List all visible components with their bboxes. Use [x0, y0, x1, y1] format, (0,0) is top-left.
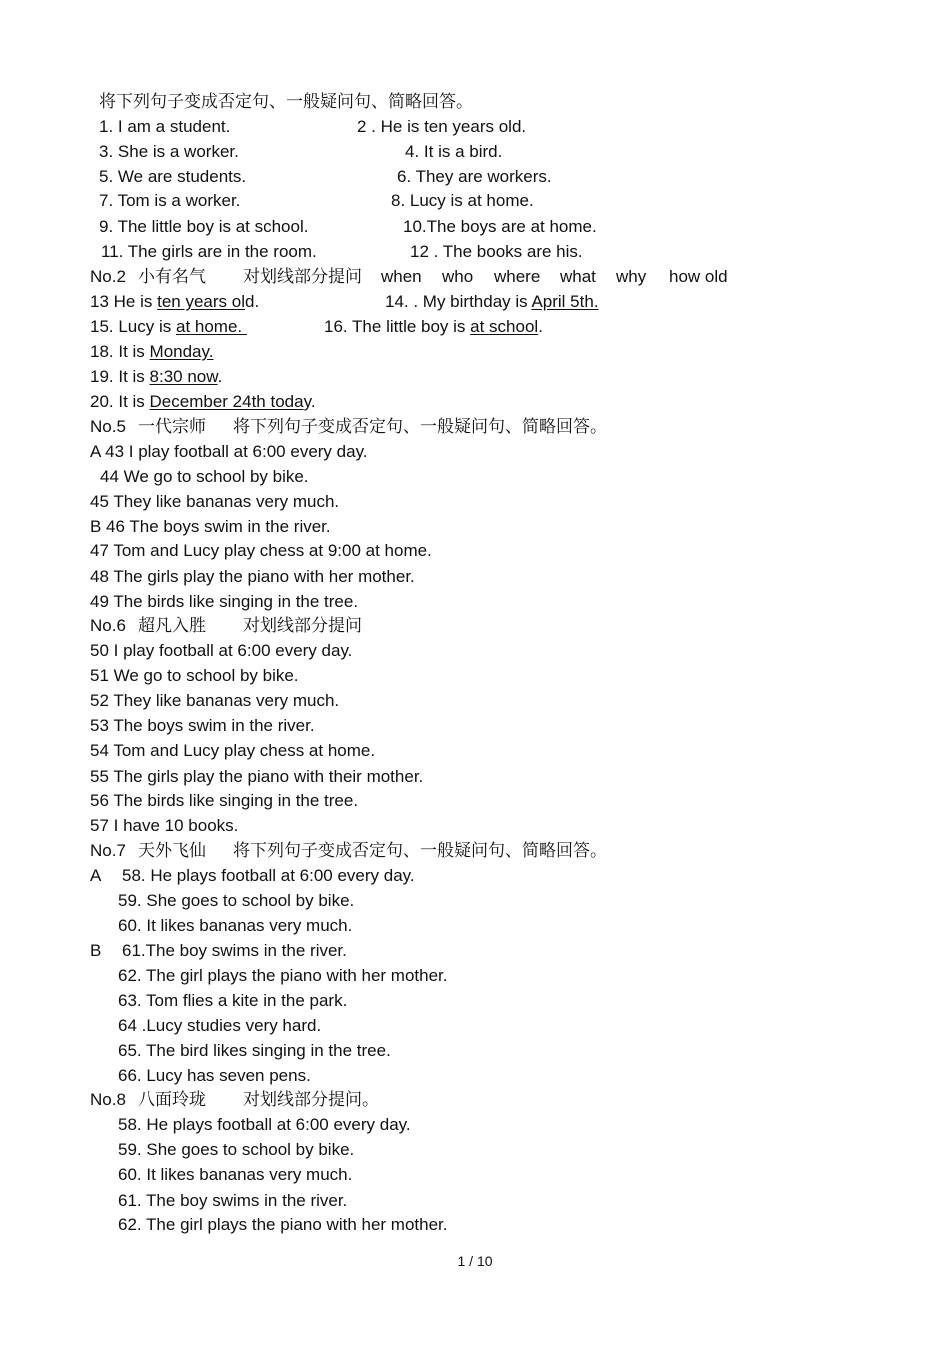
list-item: 61.The boy swims in the river.	[122, 941, 347, 960]
list-item: 48 The girls play the piano with her mother.	[90, 567, 415, 586]
list-item: 63. Tom flies a kite in the park.	[118, 991, 348, 1010]
list-item: 59. She goes to school by bike.	[118, 1140, 355, 1159]
section2-name: 小有名气	[138, 267, 206, 287]
question-14: 14. . My birthday is April 5th.	[385, 292, 599, 311]
section5-name: 一代宗师	[138, 417, 206, 437]
question-word: when	[381, 267, 422, 286]
list-item: 61. The boy swims in the river.	[118, 1191, 348, 1210]
list-item: 62. The girl plays the piano with her mother.	[118, 1215, 448, 1234]
list-item: 57 I have 10 books.	[90, 816, 239, 835]
question-1: 1. I am a student.	[99, 117, 231, 136]
list-item: 62. The girl plays the piano with her mother.	[118, 966, 448, 985]
question-7: 7. Tom is a worker.	[99, 191, 241, 210]
question-11: 11. The girls are in the room.	[101, 242, 317, 261]
underlined-part: 8:30 now	[149, 367, 218, 386]
list-item: 49 The birds like singing in the tree.	[90, 592, 359, 611]
section7-number: No.7	[90, 841, 126, 860]
underlined-part: at home.	[176, 317, 247, 336]
list-item: 55 The girls play the piano with their mother.	[90, 767, 424, 786]
section5-instruction: 将下列句子变成否定句、一般疑问句、简略回答。	[233, 417, 607, 437]
section5-number: No.5	[90, 417, 126, 436]
group-label-b: B	[90, 941, 102, 960]
question-12: 12 . The books are his.	[410, 242, 583, 261]
list-item: 50 I play football at 6:00 every day.	[90, 641, 353, 660]
list-item: 51 We go to school by bike.	[90, 666, 299, 685]
underlined-part: at school	[470, 317, 539, 336]
list-item: 53 The boys swim in the river.	[90, 716, 315, 735]
list-item: B 46 The boys swim in the river.	[90, 517, 331, 536]
list-item: 58. He plays football at 6:00 every day.	[118, 1115, 411, 1134]
list-item: 44 We go to school by bike.	[100, 467, 309, 486]
section8-name: 八面玲珑	[138, 1090, 206, 1110]
question-19: 19. It is 8:30 now.	[90, 367, 223, 386]
section7-name: 天外飞仙	[138, 841, 206, 861]
section6-name: 超凡入胜	[138, 616, 206, 636]
list-item: 64 .Lucy studies very hard.	[118, 1016, 322, 1035]
list-item: 56 The birds like singing in the tree.	[90, 791, 359, 810]
section8-instruction: 对划线部分提问。	[243, 1090, 379, 1110]
underlined-part: April 5th.	[531, 292, 599, 311]
question-16: 16. The little boy is at school.	[324, 317, 543, 336]
list-item: 65. The bird likes singing in the tree.	[118, 1041, 391, 1060]
page-number: 1 / 10	[457, 1253, 493, 1269]
list-item: A 43 I play football at 6:00 every day.	[90, 442, 368, 461]
list-item: 52 They like bananas very much.	[90, 691, 340, 710]
question-10: 10.The boys are at home.	[403, 217, 597, 236]
list-item: 59. She goes to school by bike.	[118, 891, 355, 910]
question-2: 2 . He is ten years old.	[357, 117, 527, 136]
question-6: 6. They are workers.	[397, 167, 552, 186]
list-item: 47 Tom and Lucy play chess at 9:00 at home.	[90, 541, 432, 560]
section2-instruction: 对划线部分提问	[243, 267, 362, 287]
underlined-part: December 24th toda	[149, 392, 304, 411]
question-9: 9. The little boy is at school.	[99, 217, 309, 236]
section2-number: No.2	[90, 267, 126, 286]
section6-number: No.6	[90, 616, 126, 635]
list-item: 54 Tom and Lucy play chess at home.	[90, 741, 376, 760]
question-word: who	[442, 267, 474, 286]
question-18: 18. It is Monday.	[90, 342, 214, 361]
question-word: how old	[669, 267, 728, 286]
section6-instruction: 对划线部分提问	[243, 616, 362, 636]
question-word: where	[494, 267, 541, 286]
list-item: 66. Lucy has seven pens.	[118, 1066, 311, 1085]
list-item: 60. It likes bananas very much.	[118, 916, 353, 935]
underlined-part: Monday.	[149, 342, 214, 361]
question-4: 4. It is a bird.	[405, 142, 503, 161]
section8-number: No.8	[90, 1090, 126, 1109]
question-13: 13 He is ten years old.	[90, 292, 260, 311]
section1-title: 将下列句子变成否定句、一般疑问句、简略回答。	[99, 92, 473, 112]
group-label-a: A	[90, 866, 102, 885]
question-word: what	[560, 267, 596, 286]
list-item: 45 They like bananas very much.	[90, 492, 340, 511]
question-8: 8. Lucy is at home.	[391, 191, 534, 210]
question-20: 20. It is December 24th today.	[90, 392, 316, 411]
list-item: 60. It likes bananas very much.	[118, 1165, 353, 1184]
underlined-part: ten years ol	[157, 292, 245, 311]
question-3: 3. She is a worker.	[99, 142, 239, 161]
question-word: why	[616, 267, 647, 286]
question-15: 15. Lucy is at home.	[90, 317, 247, 336]
section7-instruction: 将下列句子变成否定句、一般疑问句、简略回答。	[233, 841, 607, 861]
question-5: 5. We are students.	[99, 167, 247, 186]
list-item: 58. He plays football at 6:00 every day.	[122, 866, 415, 885]
